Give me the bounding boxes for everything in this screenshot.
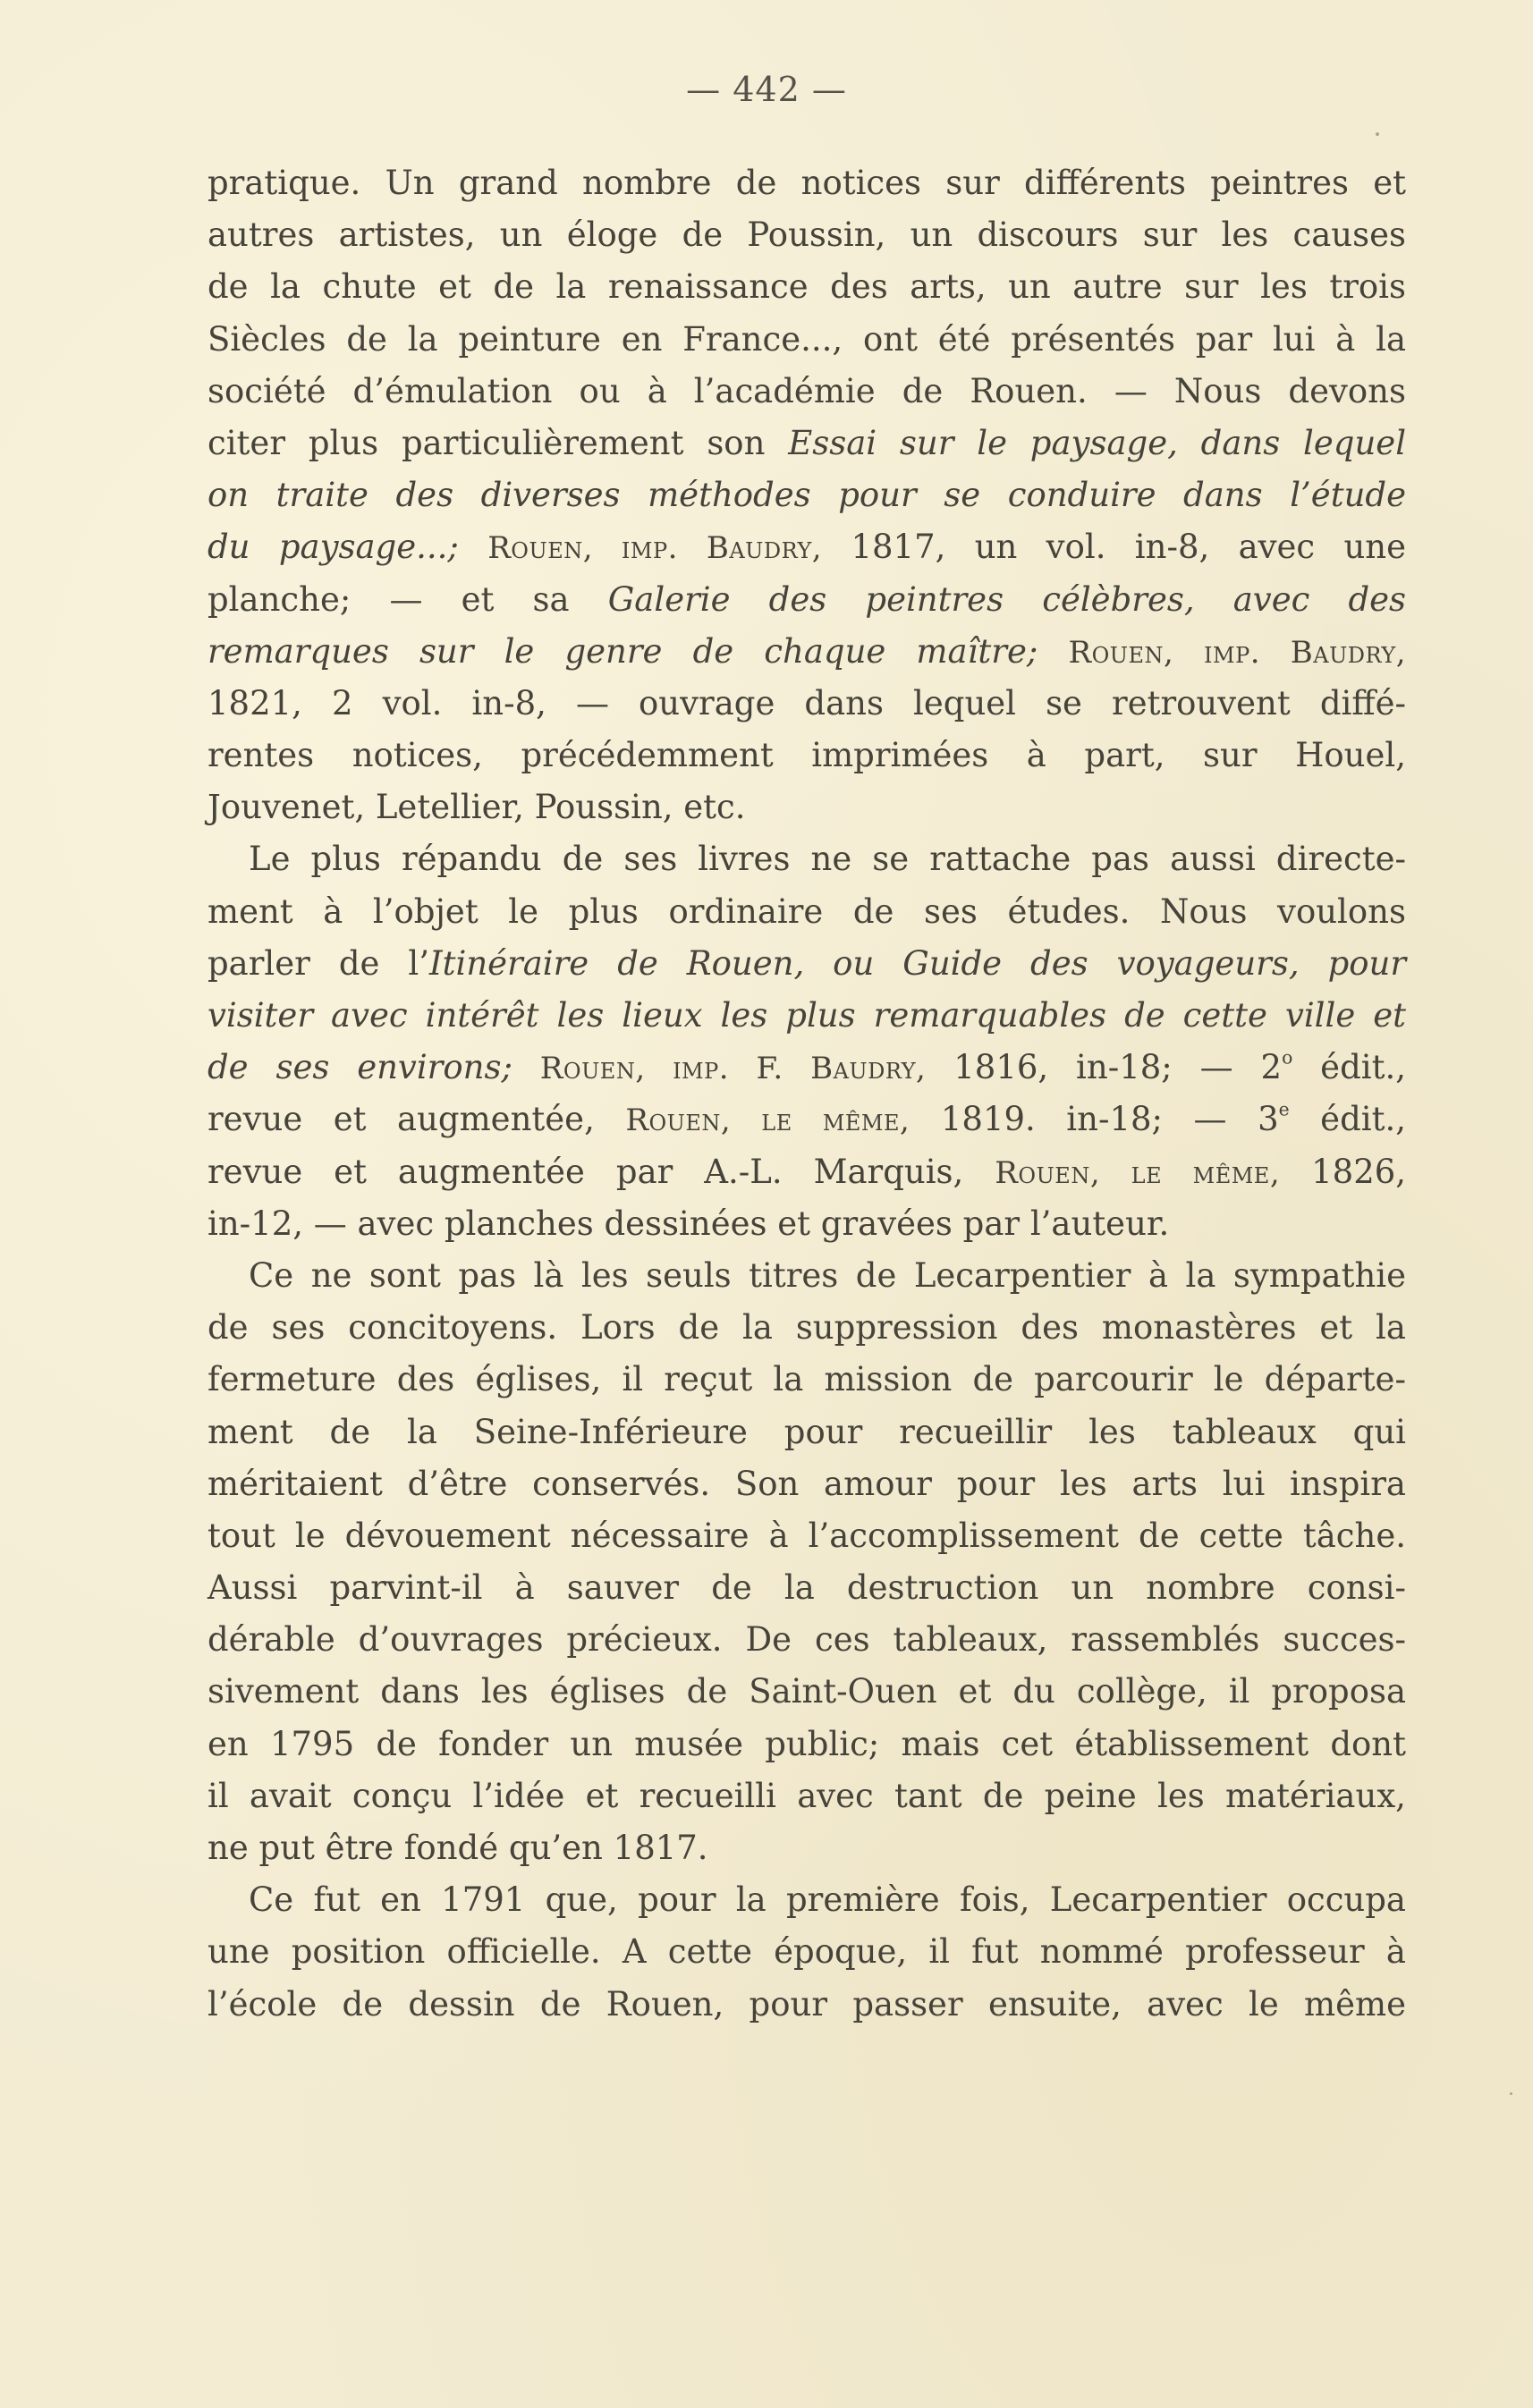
text-line (208, 469, 1406, 521)
text-line (208, 1250, 1406, 1302)
text-segment: Le plus répandu de ses livres ne se rattache pas aussi directe- (249, 840, 1406, 879)
italic-title: du paysage...; (208, 528, 488, 567)
text-line (208, 886, 1406, 938)
text-line (208, 1458, 1406, 1510)
text-segment: de ses concitoyens. Lors de la suppression des monastères et la (208, 1308, 1406, 1348)
text-segment: l’école de dessin de Rouen, pour passer ensuite, avec le même (208, 1984, 1407, 2024)
text-segment: ment de la Seine-Inférieure pour recueillir les tableaux qui (208, 1412, 1406, 1451)
text-segment: tout le dévouement nécessaire à l’accomplissement de cette tâche. (208, 1516, 1407, 1555)
text-segment: revue et augmentée, (208, 1100, 626, 1139)
text-line (208, 1146, 1406, 1198)
text-line (208, 678, 1406, 730)
italic-title: Essai sur le paysage, dans lequel (788, 423, 1407, 462)
text-line (208, 1562, 1406, 1614)
text-segment: Aussi parvint-il à sauver de la destruction un nombre consi- (208, 1568, 1406, 1608)
text-line (208, 1302, 1406, 1354)
text-line (208, 1666, 1406, 1718)
text-segment: 1819. in-18; — 3 (910, 1100, 1279, 1139)
text-segment: 1816, in-18; — 2 (926, 1048, 1283, 1087)
text-line (208, 1354, 1406, 1406)
italic-title: on traite des diverses méthodes pour se conduire dans l’étude (208, 476, 1406, 515)
text-segment: parler de l’ (208, 943, 429, 983)
text-segment: il avait conçu l’idée et recueilli avec tant de peine les matériaux, (208, 1776, 1406, 1815)
text-line (208, 730, 1406, 782)
text-line (208, 626, 1406, 678)
body-text (208, 157, 1406, 2031)
text-line (208, 1042, 1406, 1094)
text-segment: ne put être fondé qu’en 1817. (208, 1829, 708, 1867)
text-line (208, 1926, 1406, 1978)
text-segment: in-12, — avec planches dessinées et gravées par l’auteur. (208, 1204, 1170, 1243)
imprint-smallcaps: Rouen, le même, (625, 1103, 910, 1139)
imprint-smallcaps: Rouen, imp. Baudry, (487, 530, 823, 567)
imprint-smallcaps: Rouen, imp. F. Baudry, (539, 1051, 927, 1087)
text-segment: édit., (1289, 1100, 1406, 1139)
superscript: o (1282, 1046, 1293, 1069)
text-line (208, 833, 1406, 885)
text-segment: 1826, (1280, 1152, 1407, 1191)
text-segment: 1821, 2 vol. in-8, — ouvrage dans lequel se retrouvent diffé- (208, 683, 1407, 722)
text-line (208, 1614, 1406, 1666)
text-segment: sivement dans les églises de Saint-Ouen et du collège, il proposa (208, 1672, 1407, 1711)
text-segment: pratique. Un grand nombre de notices sur différents peintres et (208, 164, 1406, 202)
text-segment: ment à l’objet le plus ordinaire de ses études. Nous voulons (208, 891, 1406, 931)
text-line (208, 314, 1406, 366)
text-segment: citer plus particulièrement son (208, 423, 789, 462)
italic-title: visiter avec intérêt les lieux les plus remarquables de cette ville et (208, 996, 1407, 1035)
text-segment: planche; — et sa (208, 579, 608, 619)
text-segment: édit., (1292, 1048, 1406, 1087)
text-segment: méritaient d’être conservés. Son amour pour les arts lui inspira (208, 1464, 1406, 1503)
text-segment: Ce fut en 1791 que, pour la première fois, Lecarpentier occupa (249, 1880, 1406, 1920)
text-line (208, 1979, 1406, 2031)
text-line (208, 782, 1406, 833)
text-segment: de la chute et de la renaissance des arts, un autre sur les trois (208, 267, 1406, 307)
italic-title: de ses environs; (208, 1048, 540, 1087)
text-line (208, 521, 1406, 573)
text-line (208, 261, 1406, 313)
text-line (208, 157, 1406, 209)
text-segment: société d’émulation ou à l’académie de Rouen. — Nous devons (208, 371, 1406, 410)
text-line (208, 1198, 1406, 1250)
paper-speck (1376, 132, 1379, 136)
text-line (208, 366, 1406, 418)
text-line (208, 1510, 1406, 1562)
text-segment: Siècles de la peinture en France..., ont été présentés par lui à la (208, 319, 1407, 359)
text-line (208, 1094, 1406, 1145)
paper-speck (1510, 2092, 1512, 2095)
text-line (208, 1770, 1406, 1822)
text-line (208, 209, 1406, 261)
text-line (208, 574, 1406, 626)
text-line (208, 1822, 1406, 1874)
italic-title: remarques sur le genre de chaque maître; (208, 631, 1069, 671)
text-segment: Jouvenet, Letellier, Poussin, etc. (208, 788, 746, 827)
superscript: e (1278, 1099, 1290, 1121)
text-segment: 1817, un vol. in-8, avec une (822, 528, 1407, 567)
text-segment: rentes notices, précédemment imprimées à part, sur Houel, (208, 736, 1406, 775)
text-line (208, 1874, 1406, 1926)
text-segment: en 1795 de fonder un musée public; mais cet établissement dont (208, 1724, 1406, 1763)
text-segment: fermeture des églises, il reçut la mission de parcourir le départe- (208, 1360, 1406, 1399)
text-segment: une position officielle. A cette époque, il fut nommé professeur à (208, 1932, 1406, 1972)
text-line (208, 418, 1406, 469)
text-segment: Ce ne sont pas là les seuls titres de Lecarpentier à la sympathie (249, 1255, 1407, 1295)
text-line (208, 1719, 1406, 1770)
italic-title: Galerie des peintres célèbres, avec des (607, 579, 1407, 619)
text-segment: dérable d’ouvrages précieux. De ces tableaux, rassemblés succes- (208, 1620, 1406, 1660)
imprint-smallcaps: Rouen, imp. Baudry, (1068, 634, 1407, 671)
page-number: — 442 — (686, 70, 847, 109)
text-segment: autres artistes, un éloge de Poussin, un discours sur les causes (208, 215, 1406, 255)
text-line (208, 938, 1406, 990)
italic-title: Itinéraire de Rouen, ou Guide des voyageurs, pour (429, 943, 1407, 983)
text-line (208, 990, 1406, 1042)
imprint-smallcaps: Rouen, le même, (995, 1154, 1281, 1191)
text-segment: revue et augmentée par A.-L. Marquis, (208, 1152, 995, 1191)
text-line (208, 1407, 1406, 1458)
